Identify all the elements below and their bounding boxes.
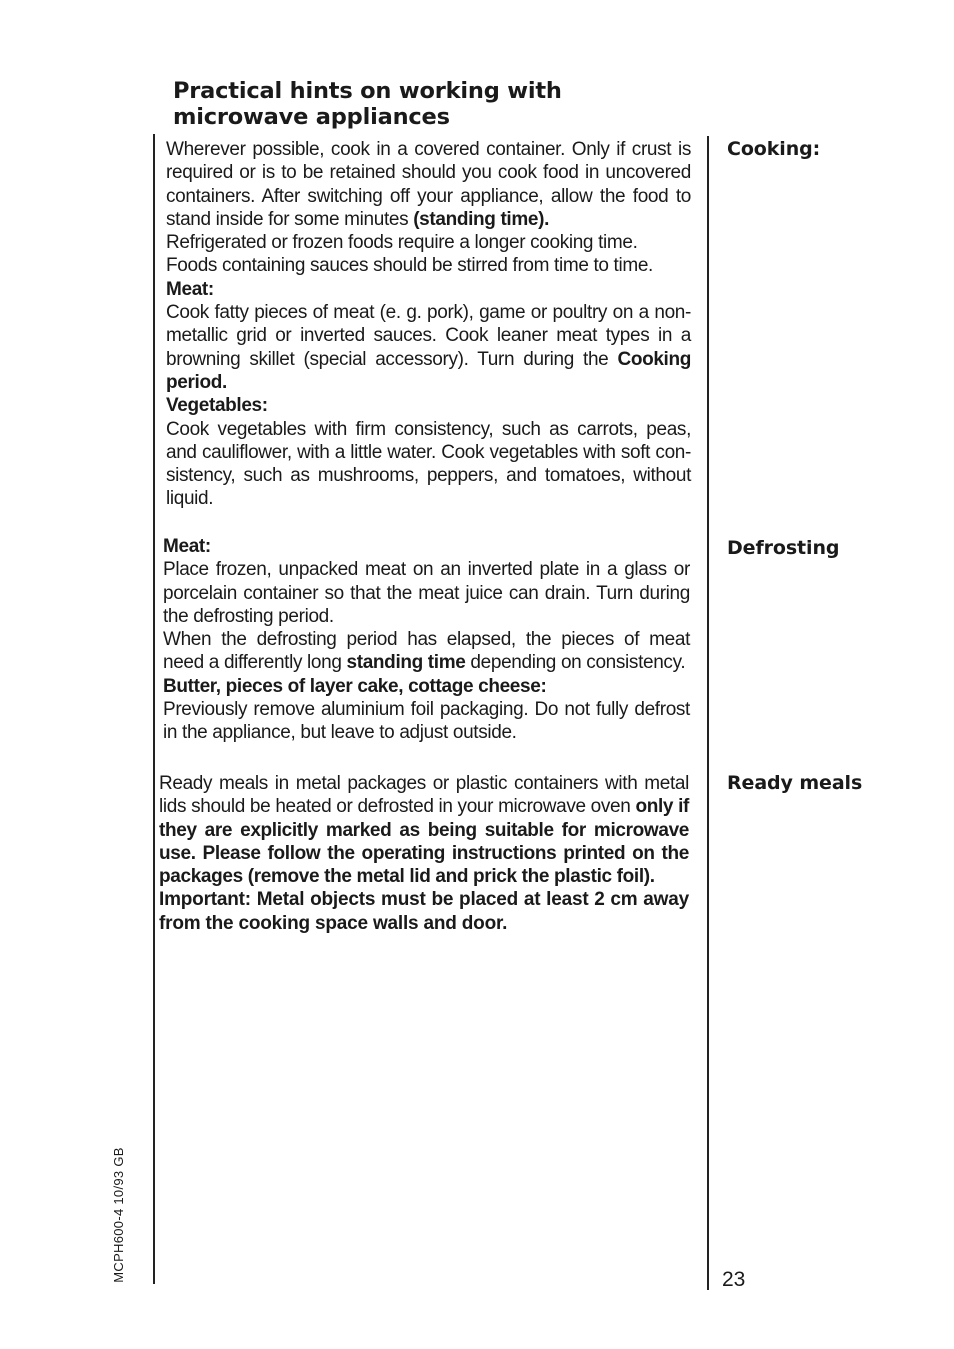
defrosting-section: [163, 535, 690, 745]
butter-heading: Butter, pieces of layer cake, cottage cheese:: [163, 675, 547, 697]
butter-paragraph: Previously remove aluminium foil packaging. Do not fully defrost in the appliance, but leave to adjust outside.: [163, 699, 690, 744]
page-number: 23: [722, 1268, 746, 1291]
cooking-meat-paragraph: [166, 301, 691, 394]
page-title-line-2: microwave appliances: [173, 104, 450, 130]
page-title: [173, 78, 643, 130]
standing-time-emphasis-2: standing time: [346, 652, 466, 674]
cooking-meat-text: Cook fatty pieces of meat (e. g. pork), game or poultry on a non-metallic grid or inverted sauces. Cook leaner meat types in a browning skillet (special accessory). Turn during the: [166, 302, 691, 370]
defrosting-meat-paragraph-2: [163, 628, 690, 675]
defrosting-meat-heading: Meat:: [163, 536, 211, 557]
defrosting-meat-paragraph-1: Place frozen, unpacked meat on an inverted plate in a glass or porcelain container so that the meat juice can drain. Turn during the defrosting period.: [163, 559, 690, 627]
cooking-section: [166, 138, 691, 511]
ready-meals-emphasis: only if they are explicitly marked as being suitable for microwave use. Please follow the operating instructions printed on the packages (remove the metal lid and prick the plastic foil).: [159, 796, 689, 888]
cooking-period-emphasis: Cooking period.: [166, 348, 691, 393]
document-code: MCPH600-4 10/93 GB: [111, 1147, 126, 1283]
page-title-line-1: Practical hints on working with: [173, 78, 562, 104]
cooking-meat-heading: Meat:: [166, 278, 214, 300]
defrosting-meat-text-a: When the defrosting period has elapsed, the pieces of meat need a differently long: [163, 629, 690, 674]
cooking-vegetables-paragraph: Cook vegetables with firm consistency, such as carrots, peas, and cauliflower, with a little water. Cook vegetables with soft con-sistency, such as mushrooms, peppers, and tomatoes, without liquid.: [166, 418, 691, 510]
ready-meals-section: [159, 772, 689, 935]
left-margin-rule: [153, 134, 155, 1284]
cooking-vegetables-heading: Vegetables:: [166, 395, 268, 417]
cooking-sauces-note: Foods containing sauces should be stirred from time to time.: [166, 255, 653, 277]
right-column-rule: [707, 136, 709, 1290]
standing-time-emphasis: (standing time).: [413, 208, 550, 230]
cooking-frozen-note: Refrigerated or frozen foods require a longer cooking time.: [166, 232, 638, 254]
defrosting-side-label: Defrosting: [727, 537, 840, 559]
cooking-intro-text: Wherever possible, cook in a covered container. Only if crust is required or is to be retained should you cook food in uncovered containers. After switching off your appliance, allow the food to stand inside for some minutes: [166, 139, 691, 230]
important-note: Important: Metal objects must be placed at least 2 cm away from the cooking space walls and door.: [159, 889, 689, 934]
cooking-intro-paragraph: [166, 138, 691, 231]
ready-meals-text: Ready meals in metal packages or plastic containers with metal lids should be heated or defrosted in your microwave oven: [159, 773, 689, 818]
ready-meals-paragraph: [159, 772, 689, 888]
cooking-side-label: Cooking:: [727, 138, 821, 160]
ready-meals-side-label: Ready meals: [727, 772, 863, 794]
defrosting-meat-text-b: depending on consistency.: [465, 652, 686, 674]
